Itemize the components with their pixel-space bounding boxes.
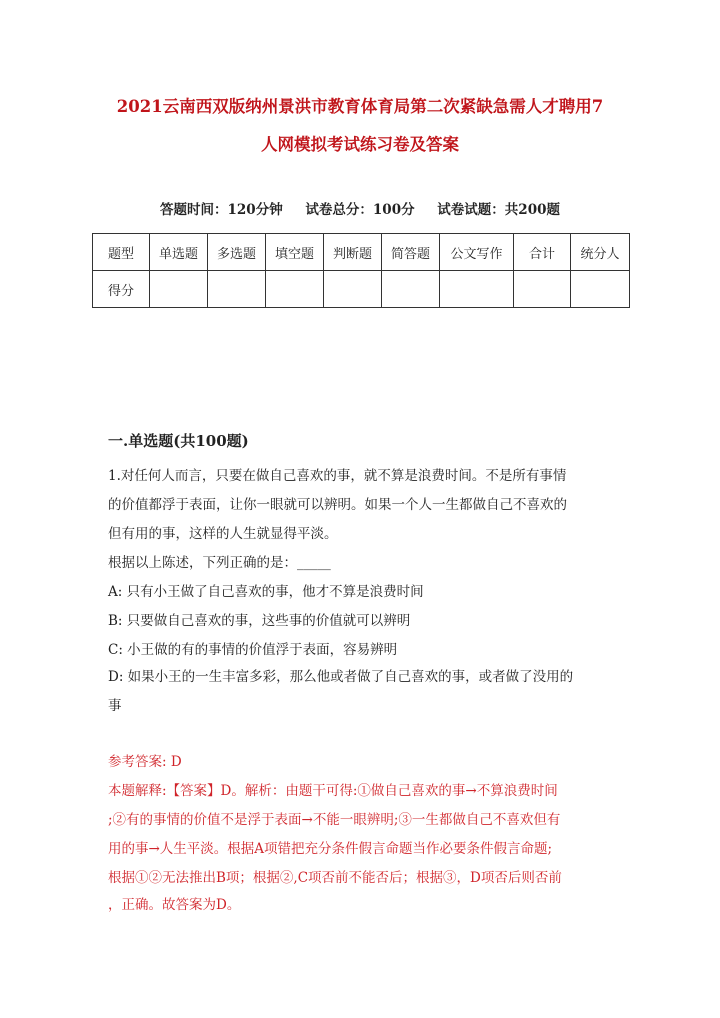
score-cell bbox=[208, 271, 266, 308]
score-cell bbox=[266, 271, 324, 308]
question-prompt: 根据以上陈述，下列正确的是：_____ bbox=[108, 555, 331, 571]
question-stem-line: 1.对任何人而言，只要在做自己喜欢的事，就不算是浪费时间。不是所有事情 bbox=[108, 468, 567, 484]
score-table-header-cell: 公文写作 bbox=[440, 234, 514, 271]
option-d-continued: 事 bbox=[108, 698, 122, 714]
explanation-line: 用的事→人生平淡。根据A项错把充分条件假言命题当作必要条件假言命题; bbox=[108, 841, 553, 857]
document-title-line-1: 2021云南西双版纳州景洪市教育体育局第二次紧缺急需人才聘用7 bbox=[116, 97, 604, 116]
score-table-header-cell: 填空题 bbox=[266, 234, 324, 271]
question-stem-line: 但有用的事，这样的人生就显得平淡。 bbox=[108, 526, 338, 542]
question-stem-line: 的价值都浮于表面，让你一眼就可以辨明。如果一个人一生都做自己不喜欢的 bbox=[108, 497, 567, 513]
score-table bbox=[92, 233, 630, 308]
score-cell bbox=[440, 271, 514, 308]
exam-meta bbox=[90, 198, 630, 218]
score-cell bbox=[324, 271, 382, 308]
score-table-header-cell: 多选题 bbox=[208, 234, 266, 271]
option-a: A: 只有小王做了自己喜欢的事，他才不算是浪费时间 bbox=[108, 584, 424, 600]
score-table-header-row bbox=[93, 234, 630, 271]
explanation-line: ，正确。故答案为D。 bbox=[108, 897, 241, 913]
score-cell bbox=[382, 271, 440, 308]
score-table-header-cell: 简答题 bbox=[382, 234, 440, 271]
option-c: C: 小王做的有的事情的价值浮于表面，容易辨明 bbox=[108, 642, 398, 658]
score-table-header-cell: 题型 bbox=[93, 234, 150, 271]
score-cell bbox=[514, 271, 571, 308]
score-table-header-cell: 统分人 bbox=[571, 234, 630, 271]
score-cell bbox=[571, 271, 630, 308]
explanation-line: 本题解释:【答案】D。解析：由题干可得:①做自己喜欢的事→不算浪费时间 bbox=[108, 783, 558, 799]
option-d: D: 如果小王的一生丰富多彩，那么他或者做了自己喜欢的事，或者做了没用的 bbox=[108, 669, 574, 685]
explanation-line: 根据①②无法推出B项；根据②,C项否前不能否后；根据③，D项否后则否前 bbox=[108, 870, 562, 886]
exam-time: 答题时间：120分钟 bbox=[160, 202, 283, 218]
option-b: B: 只要做自己喜欢的事，这些事的价值就可以辨明 bbox=[108, 613, 411, 629]
score-table-header-cell: 单选题 bbox=[150, 234, 208, 271]
section-heading: 一.单选题(共100题) bbox=[108, 432, 249, 450]
explanation-line: ;②有的事情的价值不是浮于表面→不能一眼辨明;③一生都做自己不喜欢但有 bbox=[108, 812, 561, 828]
score-table-header-cell: 判断题 bbox=[324, 234, 382, 271]
reference-answer: 参考答案: D bbox=[108, 754, 182, 770]
document-title-line-2: 人网模拟考试练习卷及答案 bbox=[261, 135, 459, 154]
score-cell bbox=[150, 271, 208, 308]
score-table-header-cell: 合计 bbox=[514, 234, 571, 271]
exam-total-score: 试卷总分：100分 bbox=[305, 202, 415, 218]
score-row-label: 得分 bbox=[93, 271, 150, 308]
exam-question-count: 试卷试题：共200题 bbox=[437, 202, 560, 218]
score-table-score-row bbox=[93, 271, 630, 308]
